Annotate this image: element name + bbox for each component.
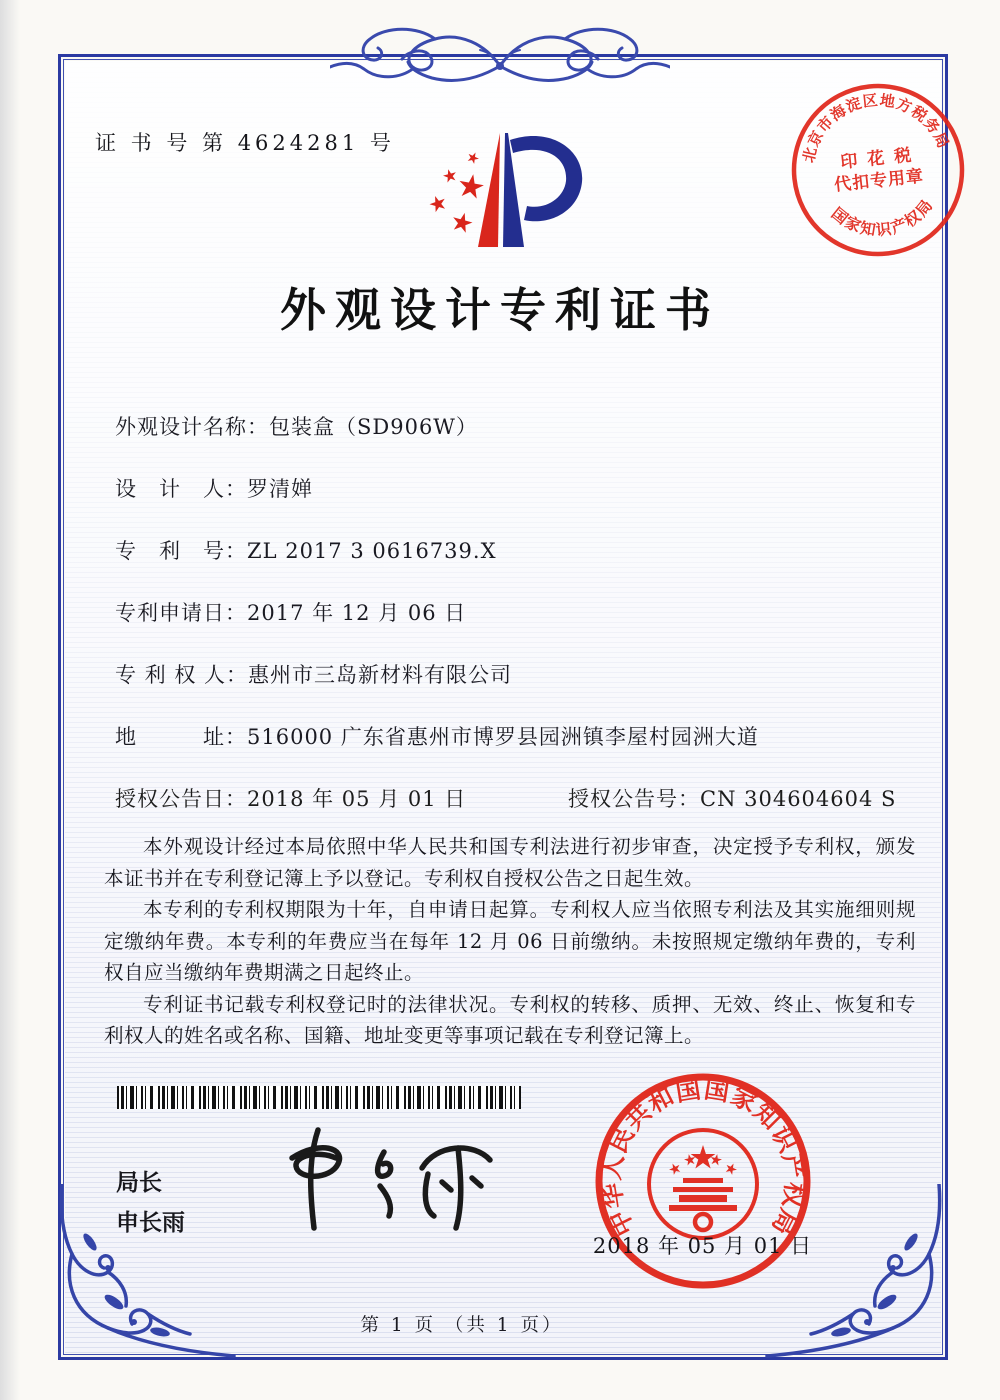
grant-date-value: 2018 年 05 月 01 日 [247, 787, 467, 811]
grant-number-label: 授权公告号： [568, 787, 700, 811]
certificate-number: 证 书 号 第 4624281 号 [95, 131, 395, 155]
barcode [117, 1086, 521, 1109]
logo-stars [427, 150, 485, 234]
national-emblem [649, 1130, 757, 1238]
field-patent-number [115, 535, 497, 565]
svg-text:国家知识产权局 [827, 193, 940, 244]
grant-date-label: 授权公告日： [115, 787, 247, 811]
page-edge-shadow [0, 0, 20, 1400]
cnipa-official-seal [588, 1066, 818, 1296]
field-value: ZL 2017 3 0616739.X [247, 539, 497, 563]
legal-text-block [104, 831, 916, 1052]
grant-number-value: CN 304604604 S [700, 787, 897, 811]
tax-stamp-center-line2: 代扣专用章 [833, 166, 925, 196]
field-patentee [115, 659, 512, 689]
logo-red-wedge [478, 133, 500, 247]
field-label: 专 利 权 人： [115, 663, 249, 687]
seal-issue-date: 2018 年 05 月 01 日 [592, 1234, 813, 1258]
field-value: 516000 广东省惠州市博罗县园洲镇李屋村园洲大道 [247, 725, 759, 749]
tax-stamp-seal [770, 62, 985, 277]
tax-stamp-top-arc-text: 北京市海淀区地方税务局 [799, 91, 953, 165]
field-label: 专 利 号： [115, 539, 247, 563]
cnipa-logo [422, 96, 602, 266]
paragraph-register-note: 专利证书记载专利权登记时的法律状况。专利权的转移、质押、无效、终止、恢复和专利权人的姓名或名称、国籍、地址变更等事项记载在专利登记簿上。 [104, 992, 916, 1047]
field-value: 包装盒（SD906W） [269, 415, 478, 439]
tax-stamp-center-line1: 印 花 税 [839, 145, 915, 173]
certificate-title: 外观设计专利证书 [280, 283, 720, 337]
grant-number [568, 783, 896, 813]
seal-ring-text: 中华人民共和国国家知识产权局 [596, 1074, 810, 1241]
field-address [115, 721, 759, 751]
field-value: 罗清婵 [247, 477, 313, 501]
grant-date [115, 783, 466, 813]
field-label: 专利申请日： [115, 601, 247, 625]
field-design-name [115, 411, 478, 441]
field-label: 外观设计名称： [115, 415, 269, 439]
director-name: 申长雨 [116, 1210, 185, 1236]
tax-stamp-bottom-arc-text: 国家知识产权局 [827, 194, 938, 240]
field-value: 2017 年 12 月 06 日 [247, 601, 467, 625]
paragraph-term-and-fees: 本专利的专利权期限为十年，自申请日起算。专利权人应当依照专利法及其实施细则规定缴纳年费。本专利的年费应当在每年 12 月 06 日前缴纳。未按照规定缴纳年费的，专利权自应当缴纳年费期满之日起终止。 [104, 898, 916, 984]
director-title: 局长 [116, 1170, 162, 1196]
field-label: 地 址： [115, 725, 247, 749]
field-designer [115, 473, 313, 503]
logo-blue-p [510, 136, 582, 221]
footer-page-number: 第 1 页 （共 1 页） [360, 1315, 564, 1336]
field-application-date [115, 597, 466, 627]
field-label: 设 计 人： [115, 477, 247, 501]
paragraph-grant-statement: 本外观设计经过本局依照中华人民共和国专利法进行初步审查，决定授予专利权，颁发本证书并在专利登记簿上予以登记。专利权自授权公告之日起生效。 [104, 835, 916, 890]
field-value: 惠州市三岛新材料有限公司 [248, 663, 513, 687]
director-signature-handwriting [262, 1116, 514, 1244]
